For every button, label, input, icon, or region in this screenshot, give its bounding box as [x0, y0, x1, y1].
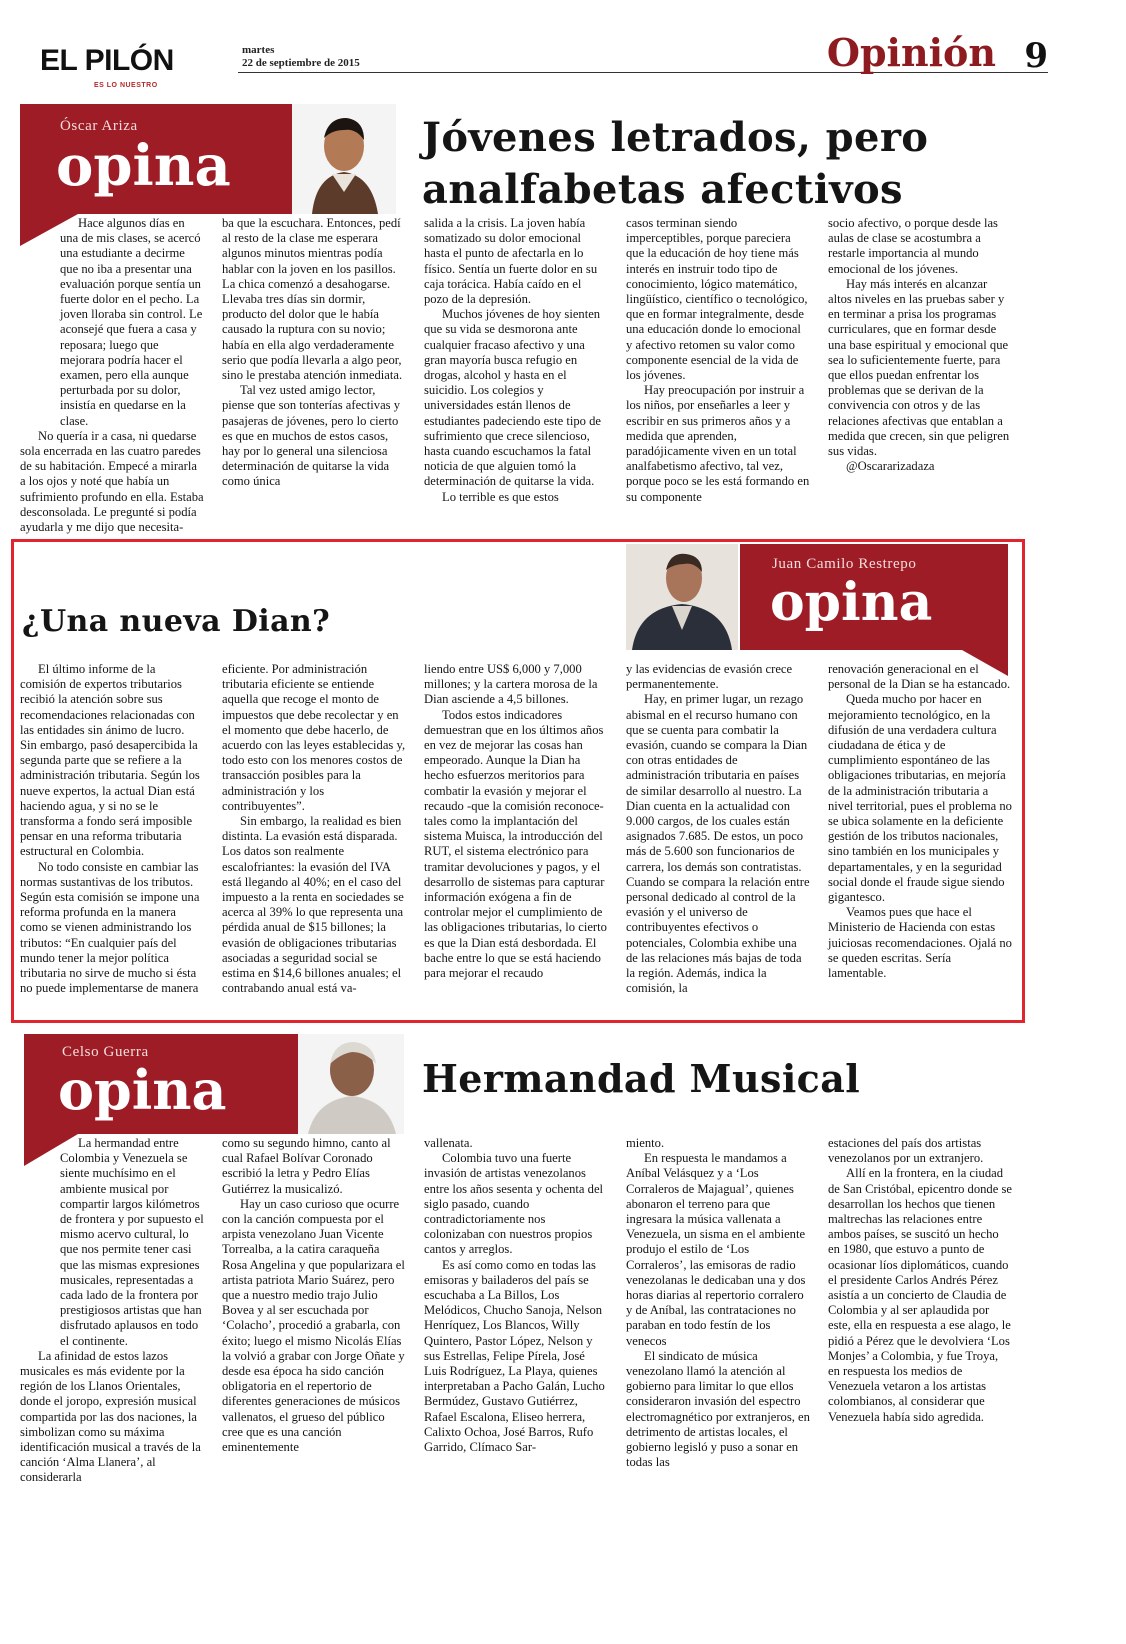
author-photo-oscar-ariza: [292, 104, 396, 214]
article-column: [828, 1136, 1012, 1516]
paragraph: No quería ir a casa, ni quedarse sola encerrada en las cuatro paredes de su habitación. Empecé a mirarla a los ojos y noté que había un sufrimiento profundo en ella. Estaba desconsolada. Le pregunté si podía ayudarla y me dijo que necesita-: [20, 428, 204, 535]
headline-line-2: analfabetas afectivos: [422, 166, 903, 213]
article-body-jovenes: [20, 216, 1012, 535]
paragraph: socio afectivo, o porque desde las aulas de clase se acostumbra a restarle importancia al mundo emocional de los jóvenes.: [828, 216, 998, 276]
headline-hermandad-musical: Hermandad Musical: [422, 1056, 861, 1101]
issue-weekday: martes: [242, 44, 275, 56]
article-column: [424, 1136, 608, 1516]
paragraph: miento.: [626, 1136, 665, 1150]
issue-full-date: 22 de septiembre de 2015: [242, 57, 360, 69]
paragraph: Allí en la frontera, en la ciudad de San Cristóbal, epicentro donde se desarrollan los hechos que tienen maltrechas las relaciones entre ambos países, se suscitó un hecho en 1980, que estuvo a punto de ocasionar líos diplomáticos, cuando el presidente Carlos Andrés Pérez asistía a un concierto de Claudia de Colombia y al ser aplaudida por este, ella en respuesta a ese alago, le pidió a Pérez que le devolviera ‘Los Monjes’ a Colombia, y fue Troya, en respuesta los medios de Venezuela vetaron a los artistas colombianos, al considerar que Venezuela había sido agredida.: [828, 1166, 1012, 1424]
author-photo-juan-camilo-restrepo: [626, 544, 738, 650]
paragraph: liendo entre US$ 6,000 y 7,000 millones; y la cartera morosa de la Dian asciende a 4,5 billones.: [424, 662, 598, 707]
paragraph: estaciones del país dos artistas venezolanos por un extranjero.: [828, 1136, 984, 1166]
paragraph: ba que la escuchara. Entonces, pedí al resto de la clase me esperara algunos minutos mientras podía hablar con la joven en los pasillos. La chica comenzó a desahogarse. Llevaba tres días sin dormir, producto del dolor que le había causado la ruptura con su novio; había en ella algo verdaderamente serio que podía llevarla a algo peor, sino le prestaba atención inmediata.: [222, 216, 403, 383]
paragraph: El último informe de la comisión de expertos tributarios recibió la atención sobre sus recomendaciones relacionadas con las entidades sin ánimo de lucro. Sin embargo, pasó desapercibida la segunda parte que se refiere a la administración tributaria. Según los nueve expertos, la actual Dian está haciendo agua, y si no se le transforma a fondo será imposible pensar en una reforma tributaria estructural en Colombia.: [20, 662, 200, 859]
article-column: [20, 1136, 204, 1516]
opina-banner-juan-camilo-restrepo: [740, 544, 1008, 650]
article-column: [222, 1136, 406, 1516]
paragraph: Tal vez usted amigo lector, piense que son tonterías afectivas y pasajeras de jóvenes, pero lo cierto es que en muchos de estos casos, hay por lo general una silenciosa determinación de quitarse la vida como única: [222, 383, 401, 489]
paragraph: casos terminan siendo imperceptibles, porque pareciera que la educación de hoy tiene más interés en instruir todo tipo de conocimiento, lógico matemático, lingüístico, científico o tecnológico, que en formar integralmente, desde una educación donde lo emocional y afectivo retomen su valor como componente esencial de la vida de los jóvenes.: [626, 216, 808, 383]
article-body-dian: [20, 662, 1012, 1014]
author-name: Óscar Ariza: [60, 118, 138, 134]
article-column: [222, 662, 406, 1014]
opina-label: opina: [770, 572, 933, 633]
paragraph: eficiente. Por administración tributaria eficiente se entiende aquella que recoge el monto de impuestos que debe recolectar y en el momento que debe hacerlo, de acuerdo con las leyes establecidas y, todo esto con los menores costos de transacción posibles para la administración y los contribuyentes”.: [222, 662, 406, 813]
paragraph: La hermandad entre Colombia y Venezuela se siente muchísimo en el ambiente musical por compartir largos kilómetros de frontera y por supuesto el mismo acervo cultural, lo que nos permite tener casi que las mismas expresiones musicales, representadas a cada lado de la frontera por prestigiosos artistas que han disfrutado aplausos en todo el continente.: [60, 1136, 204, 1348]
article-column: [626, 216, 810, 526]
author-portrait-icon: [292, 104, 396, 214]
paragraph: Todos estos indicadores demuestran que en los últimos años en vez de mejorar las cosas han empeorado. Aunque la Dian ha hecho esfuerzos meritorios para combatir la evasión y mejorar el recaudo -que la comisión reconoce- tales como la implantación del sistema Muisca, la introducción del RUT, el sistema electrónico para tramitar devoluciones y pagos, y el desarrollo de sistemas para capturar información exógena a fin de controlar mejor el cumplimiento de las obligaciones tributarias, lo cierto es que la Dian está desbordada. El bache entre lo que se está haciendo para mejorar el recaudo: [424, 707, 607, 981]
paragraph: Veamos pues que hace el Ministerio de Hacienda con estas juiciosas recomendaciones. Ojalá no se queden escritas. Sería lamentable.: [828, 905, 1012, 981]
paragraph: Hay, en primer lugar, un rezago abismal en el recurso humano con que se cuenta para combatir la evasión, cuando se compara la Dian con otras entidades de administración tributaria en países de similar desarrollo al nuestro. La Dian cuenta en la actualidad con 9.000 cargos, de los cuales están asignados 7.685. De estos, un poco más de 5.600 son funcionarios de carrera, los demás son contratistas. Cuando se compara la relación entre personal dedicado al control de la evasión y el universo de contribuyentes efectivos o potenciales, Colombia exhibe una de las relaciones más bajas de toda la región. Además, indica la comisión, la: [626, 692, 810, 996]
paragraph: Es así como como en todas las emisoras y bailaderos del país se escuchaba a La Billos, Los Melódicos, Chucho Sanoja, Nelson Henríquez, Los Blancos, Willy Quintero, Pastor López, Nelson y sus Estrellas, Felipe Pírela, José Luis Rodríguez, La Playa, quienes interpretaban a Pacho Galán, Lucho Bermúdez, Gustavo Gutiérrez, Rafael Escalona, Eliseo herrera, Calixto Ochoa, José Barros, Rufo Garrido, Clímaco Sar-: [424, 1257, 605, 1455]
issue-date: [242, 44, 360, 70]
paragraph: La afinidad de estos lazos musicales es más evidente por la región de los Llanos Orientales, donde el joropo, expresión musical compartida por las dos naciones, la simbolizan como su máxima identificación musical a través de la canción ‘Alma Llanera’, al considerarla: [20, 1348, 201, 1485]
newspaper-logo[interactable]: EL PILÓN: [40, 44, 174, 77]
headline-jovenes-letrados: [422, 112, 928, 216]
paragraph: Hay un caso curioso que ocurre con la canción compuesta por el arpista venezolano Juan Vicente Torrealba, a la catira caraqueña Rosa Angelina y que popularizara el artista patriota Mario Suárez, pero que a nuestro medio trajo Julio Bovea y al ser escuchada por ‘Colacho’, procedió a grabarla, con éxito; luego el mismo Nicolás Elías la volvió a grabar con Jorge Oñate y desde esa época ha sido canción obligatoria en el repertorio de diferentes generaciones de músicos vallenatos, el grueso del público cree que es una canción eminentemente: [222, 1196, 405, 1455]
paragraph: como su segundo himno, canto al cual Rafael Bolívar Coronado escribió la letra y Pedro Elías Gutiérrez la musicalizó.: [222, 1136, 391, 1196]
opina-label: opina: [58, 1058, 227, 1122]
paragraph: vallenata.: [424, 1136, 473, 1150]
newspaper-tagline: ES LO NUESTRO: [94, 82, 158, 89]
author-name: Juan Camilo Restrepo: [772, 556, 917, 572]
article-column: [626, 662, 810, 1014]
paragraph: Sin embargo, la realidad es bien distinta. La evasión está disparada. Los datos son realmente escalofriantes: la evasión del IVA está llegando al 40%; en el caso del impuesto a la renta en sociedades se acerca al 39% lo que representa una pérdida anual de $15 billones; la evasión de obligaciones tributarias asociadas a seguridad social se estima en $14,6 billones anuales; el contrabando anual está va-: [222, 814, 404, 996]
article-column: [20, 216, 204, 535]
paragraph: No todo consiste en cambiar las normas sustantivas de los tributos. Según esta comisión se impone una reforma profunda en la manera como se vienen administrando los tributos: “En cualquier país del mundo tener la mejor política tributaria no sirve de mucho si ésta no puede implementarse de manera: [20, 859, 200, 996]
author-name: Celso Guerra: [62, 1044, 149, 1060]
masthead: [38, 30, 1048, 90]
article-column: [424, 216, 608, 526]
article-column: [626, 1136, 810, 1516]
article-column: [828, 662, 1012, 1014]
article-column: [424, 662, 608, 1014]
paragraph: Hace algunos días en una de mis clases, se acercó una estudiante a decirme que no iba a presentar una evaluación porque sentía un fuerte dolor en el pecho. La joven lloraba sin control. Le aconsejé que fuera a casa y reposara; luego que mejorara podría hacer el examen, pero ella aunque perturbada por su dolor, insistía en quedarse en la clase.: [60, 216, 203, 428]
paragraph: y las evidencias de evasión crece permanentemente.: [626, 662, 793, 692]
author-photo-celso-guerra: [298, 1034, 404, 1134]
paragraph: Hay más interés en alcanzar altos niveles en las pruebas saber y en terminar a prisa los programas curriculares, que en formar desde una base espiritual y emocional que sea lo suficientemente fuerte, para que ellos puedan enfrentar los problemas que se derivan de la convivencia con otros y de las relaciones afectivas que entablan a medida que crecen, sin que peligren sus vidas.: [828, 276, 1010, 459]
paragraph: Colombia tuvo una fuerte invasión de artistas venezolanos entre los años sesenta y ochenta del siglo pasado, cuando contradictoriamente nos colonizaban con nuestros propios cantos y arreglos.: [424, 1151, 604, 1257]
article-column: [828, 216, 1012, 526]
article-column: [222, 216, 406, 526]
author-portrait-icon: [298, 1034, 404, 1134]
headline-line-1: Jóvenes letrados, pero: [422, 114, 929, 161]
author-portrait-icon: [626, 544, 738, 650]
article-body-hermandad: [20, 1136, 1012, 1516]
paragraph: Lo terrible es que estos: [442, 489, 559, 504]
opina-label: opina: [56, 133, 231, 199]
author-handle[interactable]: @Oscararizadaza: [846, 459, 935, 474]
section-title: Opinión: [826, 30, 996, 75]
page-number: 9: [1024, 36, 1048, 76]
paragraph: renovación generacional en el personal de la Dian se ha estancado.: [828, 662, 1011, 692]
paragraph: El sindicato de música venezolano llamó la atención al gobierno para limitar lo que ellos consideraron invasión del espectro electromagnético por extranjeros, en detrimento de artistas locales, el gobierno legisló y puso a sonar en todas las: [626, 1348, 810, 1470]
paragraph: En respuesta le mandamos a Aníbal Velásquez y a ‘Los Corraleros de Majagual’, quienes abonaron el terreno para que ingresara la música vallenata a Venezuela, un sisma en el ambiente produjo el estilo de ‘Los Corraleros’, las emisoras de radio venezolanas le dedicaban una y dos horas diarias al repertorio corralero y de Aníbal, las contrataciones no paraban en todo festín de los venecos: [626, 1151, 806, 1348]
paragraph: Muchos jóvenes de hoy sienten que su vida se desmorona ante cualquier fracaso afectivo y una gran mayoría busca refugio en drogas, alcohol y hasta en el suicidio. Los colegios y universidades están llenos de estudiantes padeciendo este tipo de sufrimiento que crece silencioso, hasta cuando escuchamos la fatal noticia de que alguien tomó la determinación de quitarse la vida.: [424, 307, 601, 489]
paragraph: Hay preocupación por instruir a los niños, por enseñarles a leer y escribir en sus primeros años y a medida que aprenden, paradójicamente viven en un total analfabetismo afectivo, tal vez, porque poco se les está formando en su componente: [626, 383, 810, 504]
headline-una-nueva-dian: ¿Una nueva Dian?: [22, 604, 331, 639]
paragraph: salida a la crisis. La joven había somatizado su dolor emocional hasta el punto de afectarla en lo físico. Sentía un fuerte dolor en su caja torácica. Había caído en el pozo de la depresión.: [424, 216, 598, 307]
article-column: [20, 662, 204, 1014]
paragraph: Queda mucho por hacer en mejoramiento tecnológico, en la difusión de una verdadera cultura ciudadana de ética y de cumplimiento espontáneo de las obligaciones tributarias, en mejoría de la administración tributaria a nivel territorial, pues el problema no se ubica solamente en la deficiente gestión de los tributos nacionales, sino también en los municipales y departamentales, y en la seguridad social donde el fraude sigue siendo gigantesco.: [828, 692, 1012, 905]
